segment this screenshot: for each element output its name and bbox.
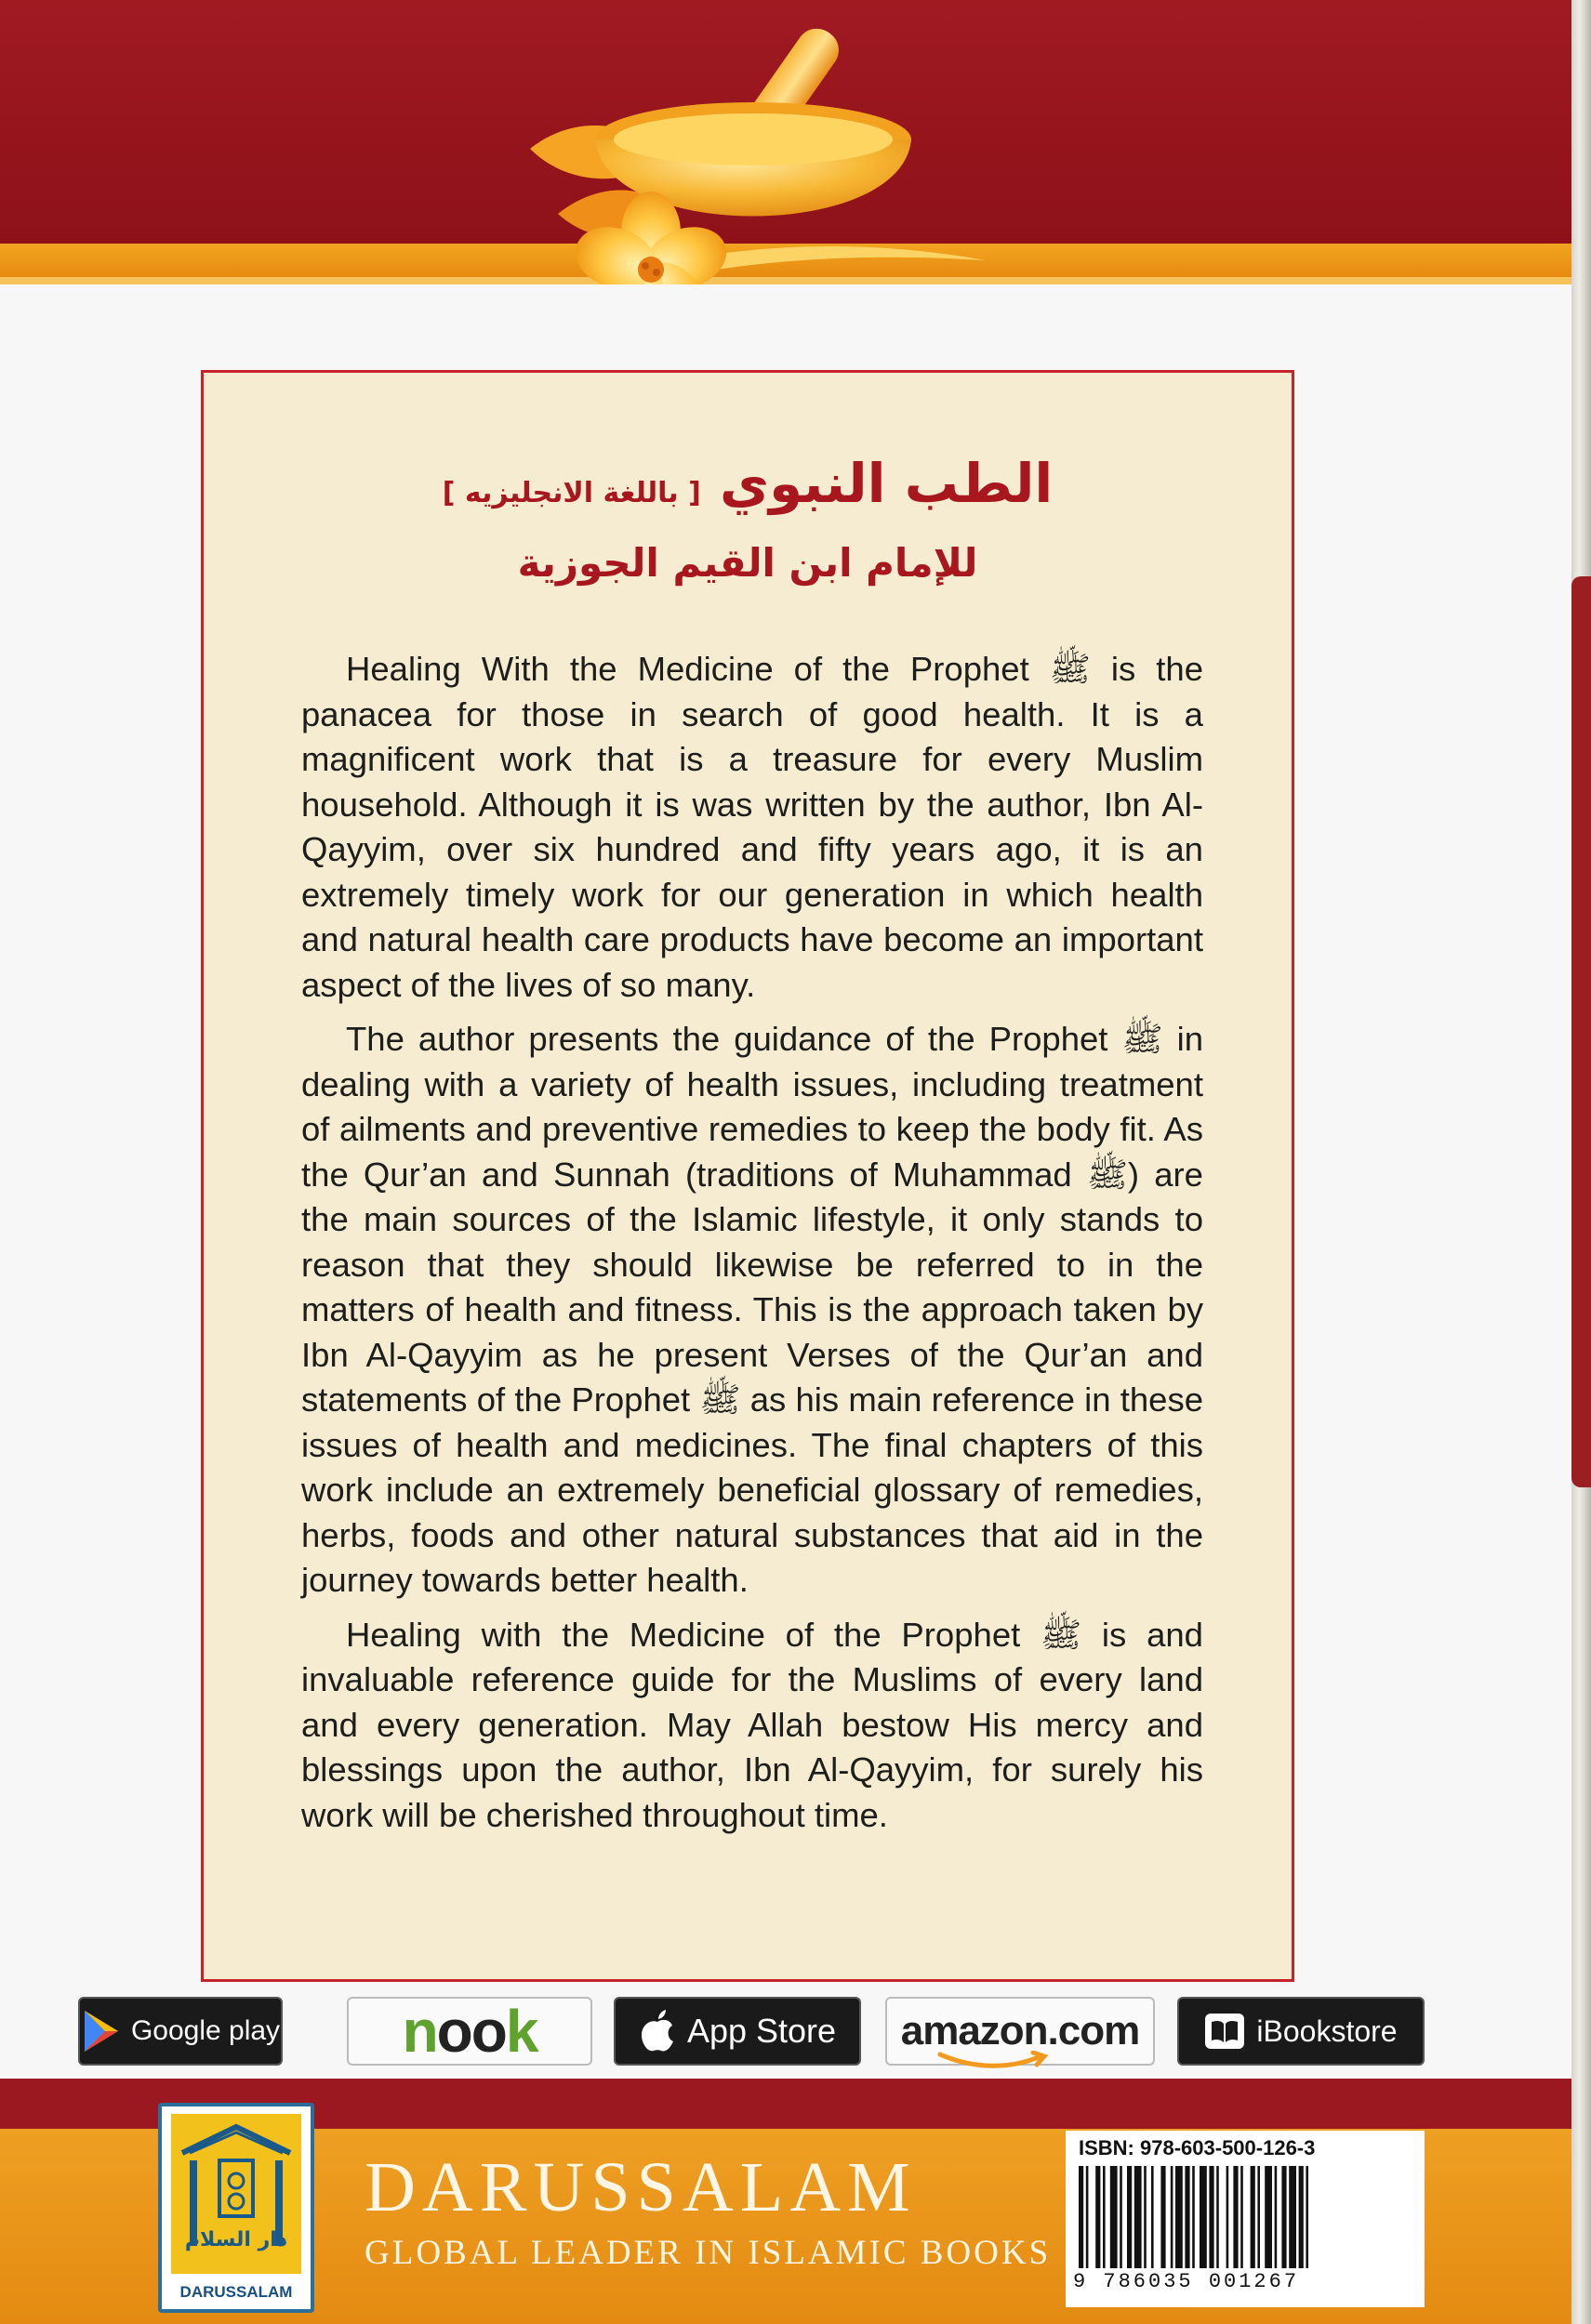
barcode-bar [1120, 2166, 1122, 2268]
barcode-digits: 9 786035 001267 [1073, 2270, 1300, 2293]
barcode-bar [1110, 2166, 1118, 2268]
barcode-bar [1209, 2166, 1213, 2268]
barcode-bar [1086, 2166, 1089, 2268]
barcode-bar [1281, 2166, 1286, 2268]
nook-label-n: n [402, 1998, 437, 2065]
amazon-logo [901, 2008, 1140, 2054]
google-play-label: Google play [130, 2015, 281, 2046]
nook-label [403, 1997, 537, 2066]
blurb-text [301, 647, 1203, 1847]
barcode-bar [1103, 2166, 1106, 2268]
barcode-bar [1151, 2166, 1154, 2268]
description-panel [201, 370, 1294, 1982]
barcode-bar [1299, 2166, 1304, 2268]
barcode-bar [1226, 2166, 1229, 2268]
ibooks-icon [1204, 2013, 1245, 2050]
arabic-title [204, 452, 1292, 515]
spine-red-tab [1571, 576, 1591, 1487]
barcode-bar [1257, 2166, 1260, 2268]
barcode-panel [1066, 2131, 1425, 2307]
app-store-label: App Store [686, 2012, 837, 2050]
nook-label-oo: oo [436, 1998, 506, 2065]
ibookstore-badge[interactable] [1177, 1997, 1425, 2066]
apple-icon [639, 2009, 676, 2053]
blurb-paragraph-1: Healing With the Medicine of the Prophet ﷺ is the panacea for those in search of good health. It is a magnificent work that is a treasure for every Muslim household. Although it is was written by the author, Ibn Al-Qayyim, over six hundred and fifty years ago, it is an extremely timely work for our generation in which health and natural health care products have become an important aspect of the lives of so many. [301, 650, 1204, 1004]
barcode-bar [1275, 2166, 1278, 2268]
barcode-bar [1216, 2166, 1219, 2268]
logo-label: DARUSSALAM [179, 2283, 293, 2301]
arabic-title-main: الطب النبوي [719, 452, 1054, 515]
barcode-bar [1306, 2166, 1308, 2268]
barcode-bar [1289, 2166, 1296, 2268]
barcode-bar [1175, 2166, 1183, 2268]
quran-stand-logo-icon [162, 2106, 311, 2283]
app-store-badge[interactable] [614, 1997, 861, 2066]
logo-arabic-text: دار السلام [184, 2228, 288, 2251]
barcode-bar [1200, 2166, 1207, 2268]
google-play-badge[interactable] [78, 1997, 283, 2066]
blurb-paragraph-2: The author presents the guidance of the Prophet ﷺ in dealing with a variety of health issues, including treatment of ailments and preventive remedies to keep the body fit. As the Qur’an and Sunnah (traditions of Muhammad ﷺ) are the main sources of the Islamic lifestyle, it only stands to reason that they should likewise be referred to in the matters of health and fitness. This is the approach taken by Ibn Al-Qayyim as he present Verses of the Qur’an and statements of the Prophet ﷺ as his main reference in these issues of health and medicines. The final chapters of this work include an extremely beneficial glossary of remedies, herbs, foods and other natural substances that aid in the journey towards better health. [301, 1020, 1203, 1599]
nook-label-k: k [505, 1998, 537, 2065]
amazon-smile-icon [936, 2051, 1048, 2069]
barcode-bar [1233, 2166, 1238, 2268]
barcode-bar [1144, 2166, 1147, 2268]
barcode-bar [1127, 2166, 1132, 2268]
barcode-bar [1265, 2166, 1272, 2268]
arabic-title-note: [ باللغة الانجليزيه ] [442, 477, 701, 509]
barcode-bar [1160, 2166, 1165, 2268]
publisher-tagline: GLOBAL LEADER IN ISLAMIC BOOKS [365, 2234, 1052, 2272]
barcode-bar [1095, 2166, 1100, 2268]
barcode-bar [1134, 2166, 1142, 2268]
barcode-bar [1240, 2166, 1243, 2268]
blurb-paragraph-3: Healing with the Medicine of the Prophet ﷺ is and invaluable reference guide for the Muslims of every land and every generation. May Allah bestow His mercy and blessings upon the author, Ibn Al-Qayyim, for surely his work will be cherished throughout time. [301, 1615, 1203, 1834]
darussalam-logo [158, 2103, 314, 2313]
google-play-icon [81, 2009, 122, 2053]
barcode-bar [1251, 2166, 1255, 2268]
publisher-name: DARUSSALAM [365, 2148, 917, 2226]
barcode-bar [1171, 2166, 1173, 2268]
nook-badge[interactable] [347, 1997, 592, 2066]
isbn-text: ISBN: 978-603-500-126-3 [1079, 2136, 1316, 2159]
amazon-badge[interactable] [885, 1997, 1155, 2066]
barcode-bar [1079, 2166, 1083, 2268]
amazon-label: amazon.com [900, 2008, 1140, 2053]
barcode-bar [1192, 2166, 1195, 2268]
ibookstore-label: iBookstore [1256, 2014, 1398, 2048]
arabic-author: للإمام ابن القيم الجوزية [517, 540, 978, 586]
barcode-icon [1079, 2166, 1412, 2270]
barcode-bar [1185, 2166, 1189, 2268]
